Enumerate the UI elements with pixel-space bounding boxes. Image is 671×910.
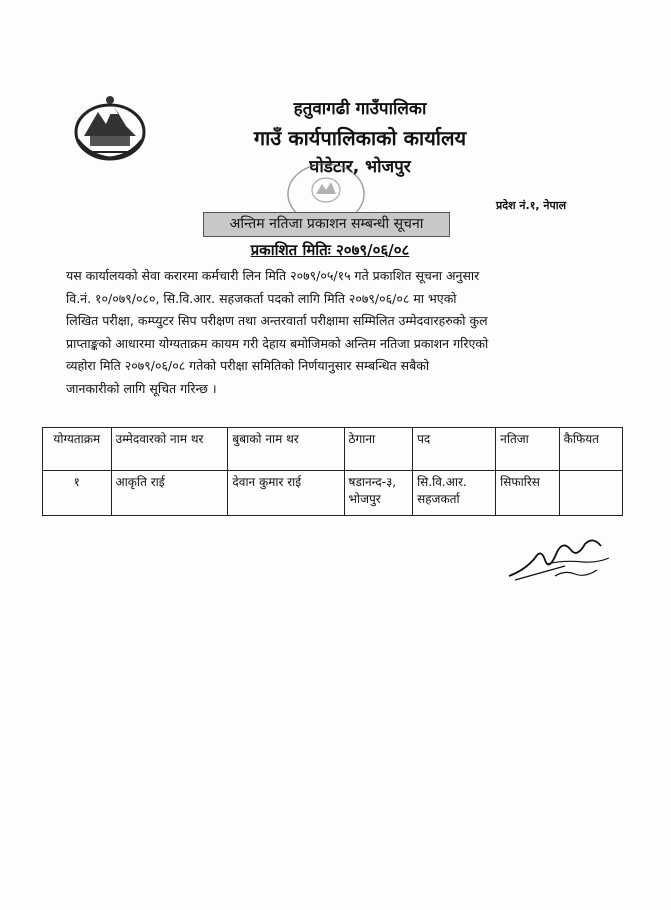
body-line: यस कार्यालयको सेवा करारमा कर्मचारी लिन मिति २०७९/०५/१५ गते प्रकाशित सूचना अनुसार — [66, 268, 480, 283]
header-father-name: बुबाको नाम थर — [228, 428, 344, 471]
cell-father-name: देवान कुमार राई — [228, 471, 344, 516]
table-header-row — [43, 428, 623, 471]
signature-icon — [505, 530, 615, 585]
body-line: व्यहोरा मिति २०७९/०६/०८ गतेको परीक्षा समितिको निर्णयानुसार सम्बन्धित सबैको — [66, 358, 430, 373]
header-rank: योग्यताक्रम — [43, 428, 112, 471]
office-location: घोडेटार, भोजपुर — [309, 157, 411, 177]
header-candidate-name: उम्मेदवारको नाम थर — [111, 428, 228, 471]
cell-candidate-name: आकृति राई — [111, 471, 228, 516]
cell-remarks — [559, 471, 622, 516]
municipality-name: हतुवागढी गाउँपालिका — [293, 99, 427, 119]
header-remarks: कैफियत — [559, 428, 622, 471]
body-line: जानकारीको लागि सूचित गरिन्छ । — [66, 380, 217, 396]
result-table — [42, 427, 623, 516]
notice-subject: अन्तिम नतिजा प्रकाशन सम्बन्धी सूचना — [203, 212, 450, 237]
cell-rank: १ — [43, 471, 112, 516]
notice-body — [66, 265, 586, 400]
header-post: पद — [413, 428, 496, 471]
published-date: प्रकाशित मितिः २०७९/०६/०८ — [250, 241, 410, 259]
header-result: नतिजा — [496, 428, 559, 471]
nepal-emblem-icon — [70, 92, 150, 162]
cell-post: सि.वि.आर. सहजकर्ता — [413, 471, 496, 516]
body-line: वि.नं. १०/०७९/०८०, सि.वि.आर. सहजकर्ता पदको लागि मिति २०७९/०६/०८ मा भएको — [66, 290, 457, 306]
cell-result: सिफारिस — [496, 471, 559, 516]
cell-address: षडानन्द-३, भोजपुर — [344, 471, 413, 516]
body-line: प्राप्ताङ्कको आधारमा योग्यताक्रम कायम गरी देहाय बमोजिमको अन्तिम नतिजा प्रकाशन गरिएको — [66, 335, 489, 351]
table-row — [43, 471, 623, 516]
body-line: लिखित परीक्षा, कम्प्युटर सिप परीक्षण तथा अन्तरवार्ता परीक्षामा सम्मिलित उम्मेदवारहरुको कुल — [66, 313, 488, 328]
office-title: गाउँ कार्यपालिकाको कार्यालय — [253, 126, 467, 150]
province-label: प्रदेश नं.१, नेपाल — [496, 199, 567, 212]
header-address: ठेगाना — [344, 428, 413, 471]
